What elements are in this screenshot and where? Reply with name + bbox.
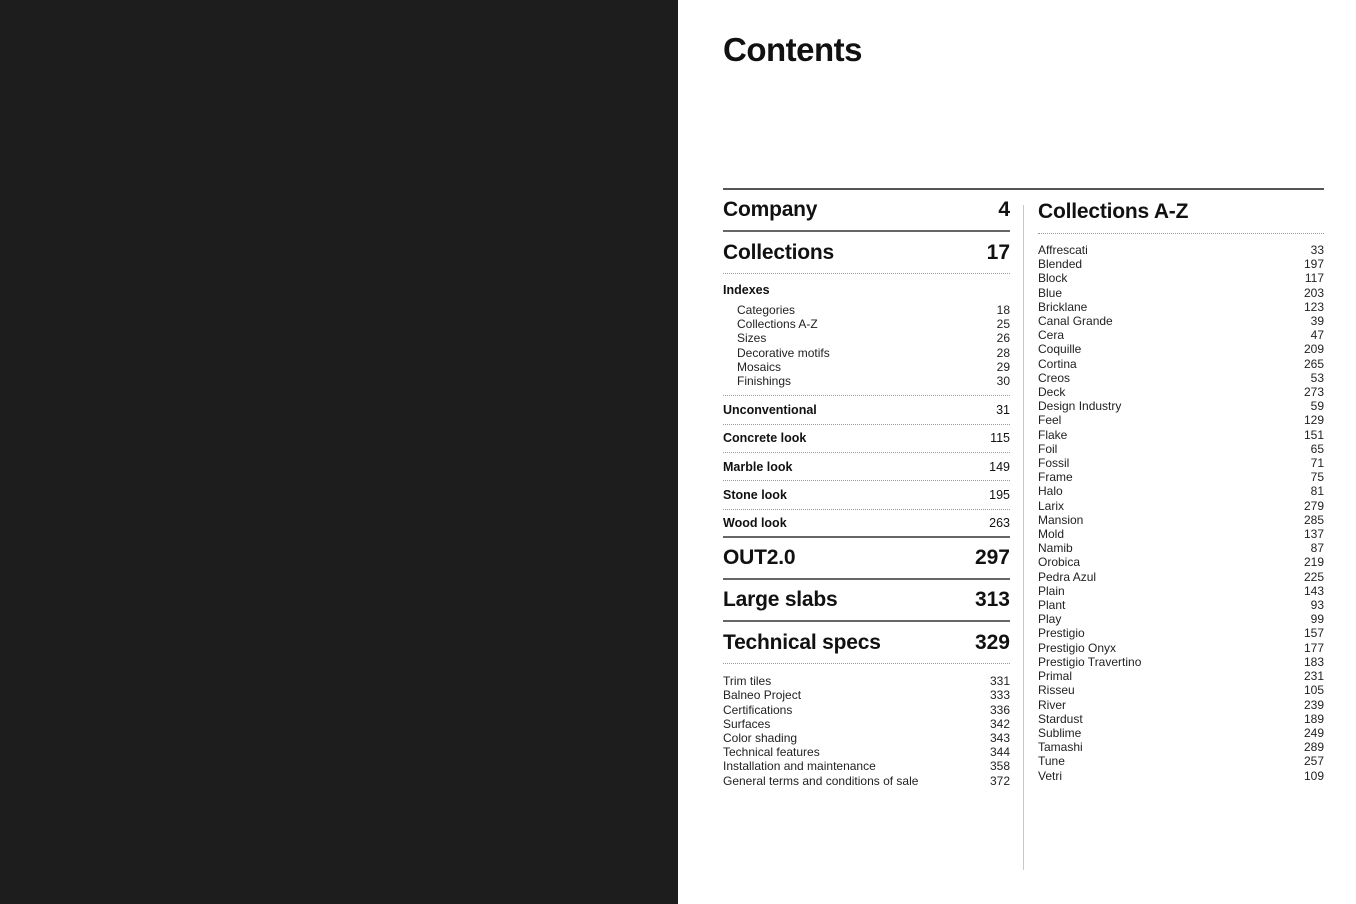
toc-indexes-list: [723, 303, 1010, 388]
collection-az-item[interactable]: [1038, 769, 1324, 783]
toc-index-item[interactable]: [737, 303, 1010, 317]
collection-az-item-page: 157: [1303, 626, 1324, 641]
collection-az-item[interactable]: [1038, 541, 1324, 555]
collection-az-item[interactable]: [1038, 570, 1324, 584]
collection-az-item[interactable]: [1038, 428, 1324, 442]
toc-technical-item-label: Balneo Project: [723, 688, 802, 703]
toc-big-section[interactable]: [723, 622, 1010, 664]
collection-az-item-label: Stardust: [1038, 711, 1083, 726]
collection-az-item-page: 105: [1303, 683, 1324, 698]
collection-az-item[interactable]: [1038, 442, 1324, 456]
collection-az-item[interactable]: [1038, 598, 1324, 612]
toc-index-item-label: Finishings: [737, 374, 792, 389]
collection-az-item-label: Play: [1038, 612, 1062, 627]
toc-index-item-label: Collections A-Z: [737, 317, 818, 332]
collection-az-item[interactable]: [1038, 683, 1324, 697]
collection-az-item-label: Affrescati: [1038, 243, 1088, 257]
collection-az-item-page: 183: [1303, 654, 1324, 669]
toc-technical-item-label: Certifications: [723, 702, 793, 717]
toc-technical-item[interactable]: [723, 688, 1010, 702]
collection-az-item-page: 33: [1310, 243, 1324, 257]
toc-collections-label: Collections: [723, 240, 834, 264]
toc-company-label: Company: [723, 198, 818, 221]
toc-big-section-label: Technical specs: [723, 630, 881, 654]
collection-az-item-label: Design Industry: [1038, 399, 1122, 414]
collection-az-item-page: 109: [1303, 768, 1324, 783]
toc-looks: [723, 396, 1010, 538]
toc-big-sections: [723, 538, 1010, 664]
toc-company[interactable]: [723, 190, 1010, 232]
toc-look-item-page: 31: [996, 402, 1010, 417]
collection-az-item[interactable]: [1038, 712, 1324, 726]
toc-look-item-page: 195: [989, 488, 1010, 503]
collection-az-item-label: Coquille: [1038, 342, 1082, 357]
collection-az-item-label: Cortina: [1038, 356, 1077, 371]
collection-az-item-label: Risseu: [1038, 683, 1075, 698]
collection-az-item-label: Orobica: [1038, 555, 1081, 570]
collection-az-item-label: Vetri: [1038, 768, 1063, 783]
collection-az-item-page: 279: [1303, 498, 1324, 513]
column-divider: [1023, 205, 1024, 870]
collection-az-item-page: 151: [1303, 427, 1324, 442]
collection-az-item-page: 99: [1310, 612, 1324, 627]
toc-index-item[interactable]: [737, 360, 1010, 374]
toc-technical-item-page: 344: [989, 745, 1010, 760]
toc-look-item-label: Wood look: [723, 515, 787, 530]
collection-az-item[interactable]: [1038, 484, 1324, 498]
collection-az-item[interactable]: [1038, 584, 1324, 598]
toc-technical-item[interactable]: [723, 703, 1010, 717]
toc-index-item[interactable]: [737, 346, 1010, 360]
collection-az-item-page: 47: [1310, 328, 1324, 343]
toc-indexes-title: Indexes: [723, 283, 770, 297]
toc-look-item[interactable]: [723, 510, 1010, 538]
collection-az-item-page: 219: [1303, 555, 1324, 570]
toc-look-item-label: Concrete look: [723, 431, 807, 446]
toc-technical-item-page: 343: [989, 730, 1010, 745]
toc-big-section-page: 313: [974, 588, 1010, 612]
collection-az-item[interactable]: [1038, 399, 1324, 413]
collection-az-item-page: 129: [1303, 413, 1324, 428]
collection-az-item-label: Tamashi: [1038, 740, 1083, 755]
collection-az-item-page: 65: [1310, 441, 1324, 456]
collection-az-item[interactable]: [1038, 314, 1324, 328]
collection-az-item[interactable]: [1038, 271, 1324, 285]
collection-az-item-label: Mold: [1038, 527, 1065, 542]
collection-az-item[interactable]: [1038, 726, 1324, 740]
collection-az-item[interactable]: [1038, 300, 1324, 314]
collection-az-item-label: Tune: [1038, 754, 1065, 769]
toc-look-item[interactable]: [723, 396, 1010, 424]
collection-az-item[interactable]: [1038, 669, 1324, 683]
toc-technical-item-page: 342: [989, 716, 1010, 731]
collection-az-item-label: River: [1038, 697, 1067, 712]
collection-az-item-label: Creos: [1038, 370, 1071, 385]
toc-technical-item[interactable]: [723, 759, 1010, 773]
collection-az-item[interactable]: [1038, 612, 1324, 626]
toc-technical-item[interactable]: [723, 774, 1010, 788]
collection-az-item-label: Prestigio Travertino: [1038, 654, 1142, 669]
collection-az-item-label: Fossil: [1038, 456, 1070, 471]
toc-technical-item[interactable]: [723, 674, 1010, 688]
collection-az-item[interactable]: [1038, 385, 1324, 399]
collection-az-item-page: 81: [1310, 484, 1324, 499]
collection-az-item-page: 265: [1303, 356, 1324, 371]
toc-indexes: [723, 274, 1010, 396]
collection-az-item[interactable]: [1038, 499, 1324, 513]
collection-az-item-page: 123: [1303, 299, 1324, 314]
collection-az-item-label: Canal Grande: [1038, 314, 1113, 329]
collection-az-item[interactable]: [1038, 626, 1324, 640]
toc-technical-item-page: 358: [989, 759, 1010, 774]
collection-az-item[interactable]: [1038, 470, 1324, 484]
collection-az-item-label: Blue: [1038, 285, 1063, 300]
collection-az-item-label: Cera: [1038, 328, 1065, 343]
toc-technical-item-label: Installation and maintenance: [723, 759, 876, 774]
toc-big-section[interactable]: [723, 538, 1010, 580]
toc-look-item-label: Stone look: [723, 488, 787, 503]
collection-az-item[interactable]: [1038, 371, 1324, 385]
collection-az-item-label: Block: [1038, 271, 1068, 286]
collection-az-item-page: 289: [1303, 740, 1324, 755]
toc-technical-item-page: 333: [989, 688, 1010, 703]
collection-az-item-label: Flake: [1038, 427, 1068, 442]
toc-index-item-page: 18: [996, 303, 1010, 317]
collection-az-item[interactable]: [1038, 257, 1324, 271]
toc-big-section-label: OUT2.0: [723, 546, 796, 570]
collection-az-item-label: Primal: [1038, 669, 1073, 684]
toc-look-item-page: 149: [989, 459, 1010, 474]
collection-az-item-page: 273: [1303, 385, 1324, 400]
toc-big-section-page: 297: [974, 546, 1010, 570]
toc-technical-item-label: Technical features: [723, 745, 820, 760]
toc-collections[interactable]: [723, 232, 1010, 274]
collection-az-item[interactable]: [1038, 754, 1324, 768]
toc-look-item-page: 263: [989, 515, 1010, 530]
collection-az-item-label: Feel: [1038, 413, 1062, 428]
collections-az-list: [1038, 234, 1324, 783]
collection-az-item-label: Frame: [1038, 470, 1073, 485]
toc-index-item-page: 30: [996, 374, 1010, 389]
collection-az-item-page: 143: [1303, 583, 1324, 598]
collection-az-item-label: Prestigio: [1038, 626, 1085, 641]
toc-index-item-page: 26: [996, 331, 1010, 346]
collection-az-item-page: 189: [1303, 711, 1324, 726]
collection-az-item-label: Pedra Azul: [1038, 569, 1097, 584]
collection-az-item[interactable]: [1038, 641, 1324, 655]
collection-az-item[interactable]: [1038, 413, 1324, 427]
collection-az-item[interactable]: [1038, 527, 1324, 541]
toc-index-item-page: 25: [996, 317, 1010, 332]
toc-big-section[interactable]: [723, 580, 1010, 622]
collection-az-item-page: 177: [1303, 640, 1324, 655]
collection-az-item-page: 87: [1310, 541, 1324, 556]
collection-az-item-page: 93: [1310, 598, 1324, 613]
collection-az-item-label: Bricklane: [1038, 299, 1088, 314]
collection-az-item[interactable]: [1038, 357, 1324, 371]
toc-index-item-label: Sizes: [737, 331, 767, 346]
toc-technical-item-page: 331: [989, 674, 1010, 689]
toc-index-item-label: Categories: [737, 303, 796, 317]
collection-az-item-label: Halo: [1038, 484, 1063, 499]
collection-az-item-label: Larix: [1038, 498, 1065, 513]
collection-az-item-page: 285: [1303, 512, 1324, 527]
toc-company-page: 4: [998, 198, 1010, 221]
toc-collections-page: 17: [986, 240, 1010, 264]
collection-az-item-label: Sublime: [1038, 725, 1082, 740]
collection-az-item-page: 117: [1304, 271, 1324, 286]
toc-big-section-label: Large slabs: [723, 588, 838, 612]
collection-az-item-page: 231: [1303, 669, 1324, 684]
toc-look-item-label: Unconventional: [723, 402, 817, 417]
toc-technical-item-label: Trim tiles: [723, 674, 772, 689]
collection-az-item-page: 203: [1303, 285, 1324, 300]
toc-technical-item[interactable]: [723, 731, 1010, 745]
toc-technical-item-label: Surfaces: [723, 716, 771, 731]
collection-az-item[interactable]: [1038, 555, 1324, 569]
collection-az-item-page: 197: [1303, 257, 1324, 272]
toc-index-item[interactable]: [737, 317, 1010, 331]
collection-az-item-page: 39: [1310, 314, 1324, 329]
collection-az-item-page: 209: [1303, 342, 1324, 357]
toc-index-item-label: Mosaics: [737, 359, 782, 374]
collection-az-item[interactable]: [1038, 328, 1324, 342]
collection-az-item-page: 71: [1310, 456, 1324, 471]
collection-az-item-label: Deck: [1038, 385, 1066, 400]
collection-az-item-page: 239: [1303, 697, 1324, 712]
collection-az-item-label: Blended: [1038, 257, 1083, 272]
toc-look-item[interactable]: [723, 425, 1010, 453]
collection-az-item-label: Plain: [1038, 583, 1065, 598]
contents-left-column: [723, 190, 1010, 788]
collection-az-item-page: 59: [1310, 399, 1324, 414]
toc-technical-item-page: 336: [989, 702, 1010, 717]
collection-az-item-page: 53: [1310, 370, 1324, 385]
toc-index-item-page: 28: [996, 345, 1010, 360]
toc-look-item-page: 115: [990, 431, 1010, 446]
collection-az-item[interactable]: [1038, 740, 1324, 754]
toc-big-section-page: 329: [974, 630, 1010, 654]
collection-az-item-label: Mansion: [1038, 512, 1084, 527]
collection-az-item[interactable]: [1038, 456, 1324, 470]
toc-index-item-page: 29: [996, 359, 1010, 374]
toc-index-item[interactable]: [737, 374, 1010, 388]
toc-technical-item-label: General terms and conditions of sale: [723, 773, 919, 788]
page-title: Contents: [723, 31, 862, 68]
collection-az-item[interactable]: [1038, 655, 1324, 669]
toc-look-item[interactable]: [723, 453, 1010, 481]
collection-az-item-page: 257: [1303, 754, 1324, 769]
collections-az-title: Collections A-Z: [1038, 190, 1324, 234]
collection-az-item[interactable]: [1038, 286, 1324, 300]
collection-az-item-page: 137: [1303, 527, 1324, 542]
collection-az-item-page: 225: [1303, 569, 1324, 584]
collection-az-item[interactable]: [1038, 342, 1324, 356]
collection-az-item-label: Plant: [1038, 598, 1066, 613]
collection-az-item-page: 249: [1303, 725, 1324, 740]
collection-az-item-page: 75: [1310, 470, 1324, 485]
toc-technical-item-label: Color shading: [723, 730, 798, 745]
toc-technical-item-page: 372: [989, 773, 1010, 788]
collection-az-item[interactable]: [1038, 243, 1324, 257]
collection-az-item[interactable]: [1038, 698, 1324, 712]
toc-technical-list: [723, 664, 1010, 788]
collections-az-column: [1038, 190, 1324, 783]
collection-az-item-label: Namib: [1038, 541, 1073, 556]
toc-look-item-label: Marble look: [723, 459, 793, 474]
toc-technical-item[interactable]: [723, 745, 1010, 759]
toc-index-item-label: Decorative motifs: [737, 345, 830, 360]
toc-look-item[interactable]: [723, 481, 1010, 509]
toc-technical-item[interactable]: [723, 717, 1010, 731]
collection-az-item-label: Prestigio Onyx: [1038, 640, 1117, 655]
toc-index-item[interactable]: [737, 331, 1010, 345]
collection-az-item[interactable]: [1038, 513, 1324, 527]
collection-az-item-label: Foil: [1038, 441, 1058, 456]
